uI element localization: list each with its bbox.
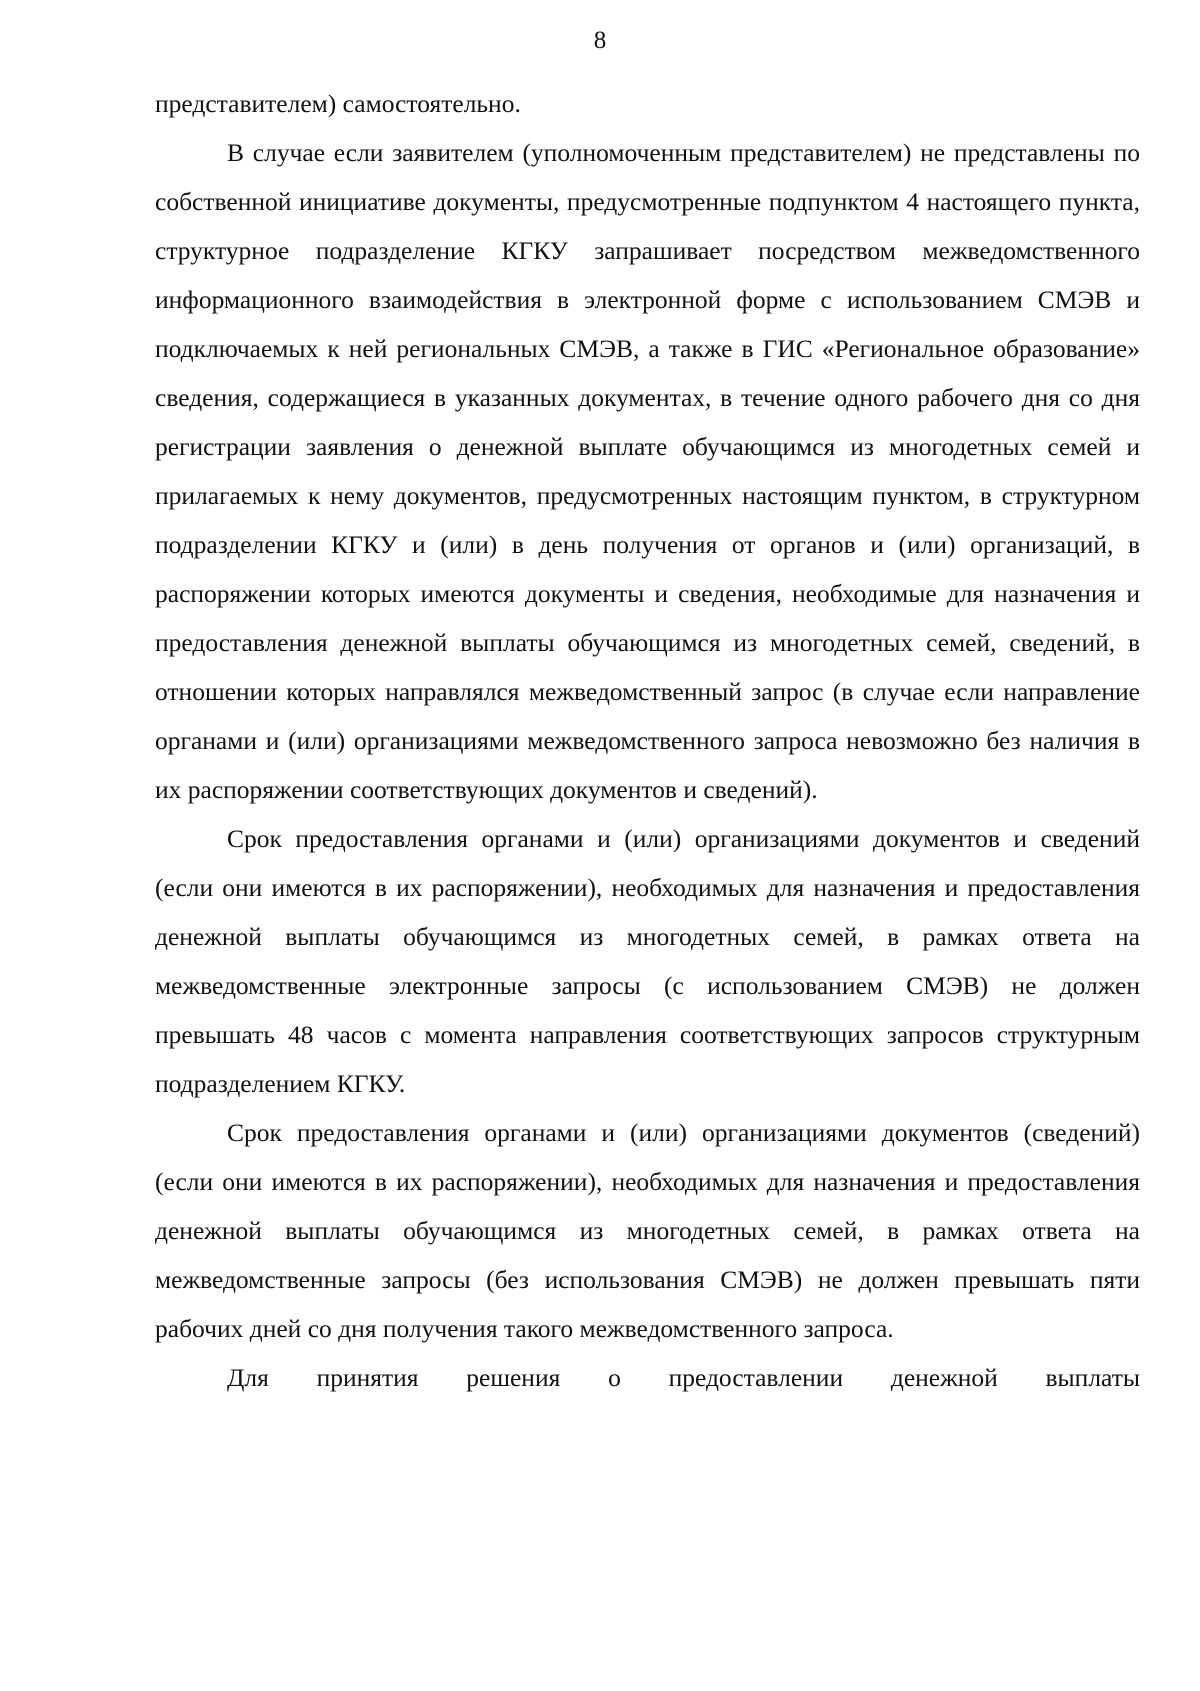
paragraph-continuation: представителем) самостоятельно.: [155, 89, 521, 118]
paragraph-non-smev-deadline: Срок предоставления органами и (или) организациями документов (сведений) (если они имеются в их распоряжении), необходимых для назначения и предоставления денежной выплаты обучающимся из многодетных семей, в рамках ответа на межведомственные запросы (без использования СМЭВ) не должен превышать пяти рабочих дней со дня получения такого межведомственного запроса.: [155, 1118, 1140, 1343]
document-body: [155, 79, 1140, 1402]
paragraph-decision: Для принятия решения о предоставлении денежной выплаты: [227, 1363, 1140, 1392]
page-number: 8: [593, 27, 607, 54]
paragraph-interagency-request: В случае если заявителем (уполномоченным представителем) не представлены по собственной инициативе документы, предусмотренные подпунктом 4 настоящего пункта, структурное подразделение КГКУ запрашивает посредством межведомственного информационного взаимодействия в электронной форме с использованием СМЭВ и подключаемых к ней региональных СМЭВ, а также в ГИС «Региональное образование» сведения, содержащиеся в указанных документах, в течение одного рабочего дня со дня регистрации заявления о денежной выплате обучающимся из многодетных семей и прилагаемых к нему документов, предусмотренных настоящим пунктом, в структурном подразделении КГКУ и (или) в день получения от органов и (или) организаций, в распоряжении которых имеются документы и сведения, необходимые для назначения и предоставления денежной выплаты обучающимся из многодетных семей, сведений, в отношении которых направлялся межведомственный запрос (в случае если направление органами и (или) организациями межведомственного запроса невозможно без наличия в их распоряжении соответствующих документов и сведений).: [155, 138, 1140, 804]
paragraph-smev-deadline: Срок предоставления органами и (или) организациями документов и сведений (если они имеются в их распоряжении), необходимых для назначения и предоставления денежной выплаты обучающимся из многодетных семей, в рамках ответа на межведомственные электронные запросы (с использованием СМЭВ) не должен превышать 48 часов с момента направления соответствующих запросов структурным подразделением КГКУ.: [155, 824, 1140, 1098]
